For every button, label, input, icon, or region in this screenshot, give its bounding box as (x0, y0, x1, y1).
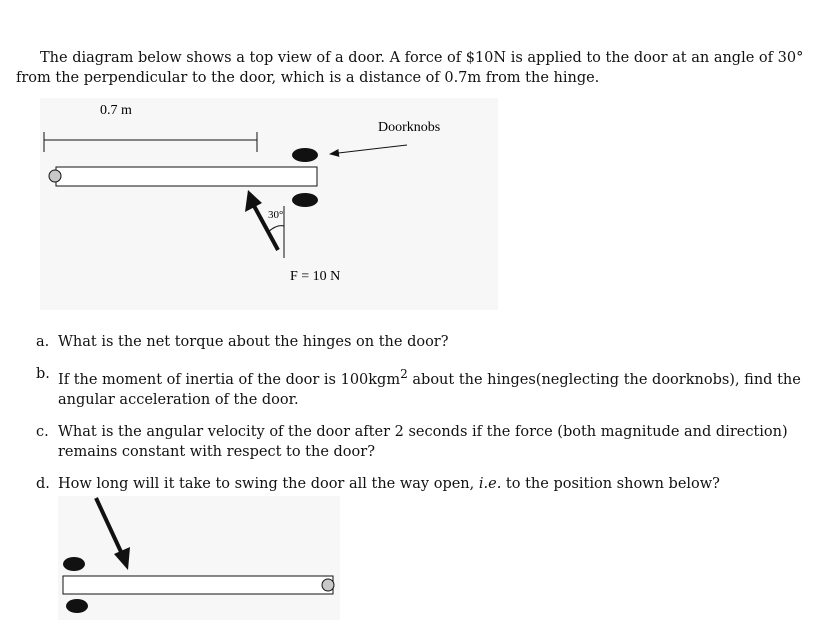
doorknob-top (292, 148, 318, 162)
doorknobs-pointer-arrow (330, 145, 407, 154)
door-open-svg (58, 496, 340, 620)
doorknob-top-open (63, 557, 85, 571)
question-b: b. If the moment of inertia of the door is 100kgm$^2$ about the hinges(neglecting the doorknobs), find the angular acceleration of the door. (36, 366, 801, 408)
question-c: c. What is the angular velocity of the door after 2 seconds if the force (both magnitude and direction) remains constant with respect to the door? (36, 423, 788, 460)
angle-arc (268, 226, 284, 232)
door-diagram-svg (40, 98, 498, 310)
distance-unit: m (467, 70, 482, 86)
force-label: F = 10 N (290, 269, 341, 284)
question-d: d. How long will it take to swing the door all the way open, i.e. to the position shown below? (36, 475, 720, 492)
hinge-open (322, 579, 334, 591)
force-arrow-open-shaft (96, 498, 122, 554)
door-open (63, 576, 333, 594)
door-diagram-closed (40, 98, 498, 310)
doorknob-bottom (292, 193, 318, 207)
door-diagram-open (58, 496, 340, 620)
question-a: a. What is the net torque about the hinges on the door? (36, 334, 449, 350)
hinge (49, 170, 61, 182)
door (56, 167, 317, 186)
angle-label: 30° (268, 209, 284, 221)
doorknobs-label: Doorknobs (378, 120, 441, 135)
force-unit: N (493, 50, 507, 66)
doorknob-bottom-open (66, 599, 88, 613)
distance-label: 0.7 m (100, 103, 132, 118)
unit-exponent: 2 (400, 367, 408, 381)
problem-intro: The diagram below shows a top view of a door. A force of $10N is applied to the door at an angle of 30° from the perpendicular to the door, which is a distance of 0.7m from the hinge. (16, 50, 804, 86)
inertia-unit: kgm (368, 371, 401, 388)
question-list (36, 332, 806, 506)
